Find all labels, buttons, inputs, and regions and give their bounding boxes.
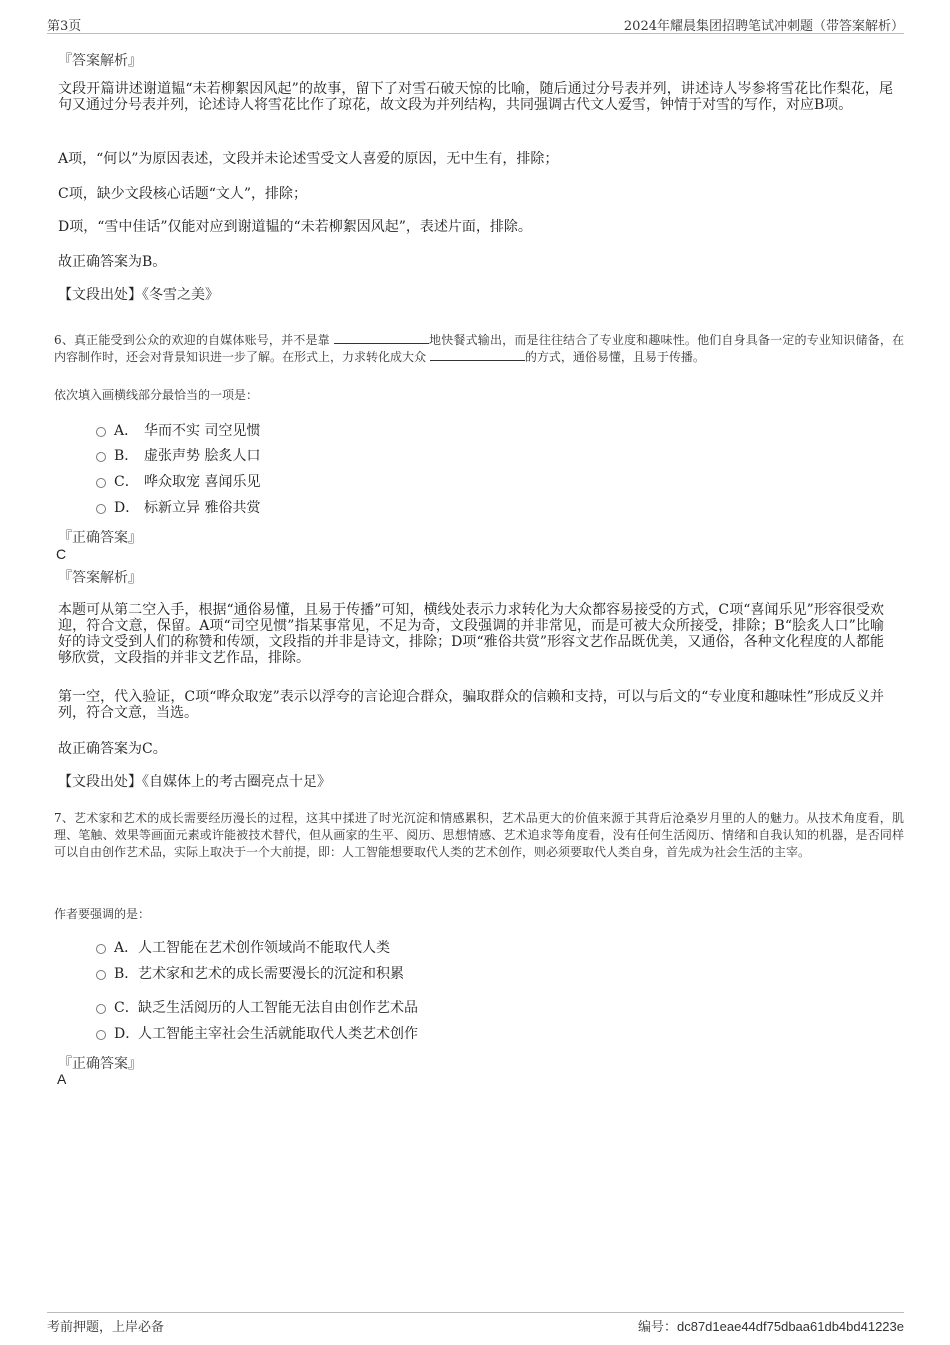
page-footer bbox=[47, 1312, 904, 1336]
code-value: dc87d1eae44df75dbaa61db4bd41223e bbox=[676, 1319, 904, 1334]
radio-button[interactable] bbox=[96, 452, 106, 462]
fill-blank bbox=[430, 350, 525, 361]
option-letter: C． bbox=[114, 1000, 139, 1016]
option-letter: A． bbox=[114, 423, 139, 439]
q6-stem bbox=[54, 332, 904, 366]
q6-answer-label: 『正确答案』 bbox=[58, 530, 142, 546]
q6-analysis-paragraph: 本题可从第二空入手，根据“通俗易懂，且易于传播”可知，横线处表示力求转化为大众都容易接受的方式，C项“喜闻乐见”形容很受欢迎，符合文意，保留。A项“司空见惯”指某事常见，不足为奇，文段强调的并非常见，而是可被大众所接受，排除；B“脍炙人口”比喻好的诗文受到人们的称赞和传颂，文段指的并非是诗文，排除；D项“雅俗共赏”形容文艺作品既优美，又通俗，各种文化程度的人都能够欣赏，文段指的并非文艺作品，排除。 bbox=[58, 602, 884, 666]
q5-analysis-paragraph: D项，“雪中佳话”仅能对应到谢道韫的“未若柳絮因风起”，表述片面，排除。 bbox=[58, 219, 532, 235]
radio-button[interactable] bbox=[96, 970, 106, 980]
radio-button[interactable] bbox=[96, 944, 106, 954]
q6-option-b[interactable] bbox=[96, 445, 260, 465]
q7-prompt: 作者要强调的是： bbox=[54, 907, 151, 921]
document-title: 2024年耀晨集团招聘笔试冲刺题（带答案解析） bbox=[623, 19, 904, 34]
q6-analysis-paragraph: 第一空，代入验证，C项“哗众取宠”表示以浮夸的言论迎合群众，骗取群众的信赖和支持，可以与后文的“专业度和趣味性”形成反义并列，符合文意，当选。 bbox=[58, 689, 884, 721]
option-letter: B． bbox=[114, 448, 139, 464]
option-letter: D． bbox=[114, 500, 140, 516]
q6-stem-part: 6、真正能受到公众的欢迎的自媒体账号，并不是靠 bbox=[54, 333, 334, 347]
q6-prompt: 依次填入画横线部分最恰当的一项是： bbox=[54, 388, 259, 402]
q7-answer-label: 『正确答案』 bbox=[58, 1056, 142, 1072]
option-text: 哗众取宠 喜闻乐见 bbox=[144, 474, 261, 490]
q5-analysis-paragraph: 文段开篇讲述谢道韫“未若柳絮因风起”的故事，留下了对雪石破天惊的比喻，随后通过分号表并列，讲述诗人岑参将雪花比作梨花，尾句又通过分号表并列，论述诗人将雪花比作了琼花，故文段为并列结构，共同强调古代文人爱雪，钟情于对雪的写作，对应B项。 bbox=[58, 81, 893, 113]
q6-source: 【文段出处】《自媒体上的考古圈亮点十足》 bbox=[58, 774, 331, 790]
footer-slogan: 考前押题，上岸必备 bbox=[47, 1320, 165, 1335]
radio-button[interactable] bbox=[96, 1030, 106, 1040]
q5-source: 【文段出处】《冬雪之美》 bbox=[58, 287, 219, 303]
q6-option-a[interactable] bbox=[96, 420, 260, 440]
option-text: 虚张声势 脍炙人口 bbox=[144, 448, 261, 464]
q5-analysis-paragraph: C项，缺少文段核心话题“文人”，排除； bbox=[58, 186, 308, 202]
q7-option-a[interactable] bbox=[96, 937, 390, 957]
q7-option-b[interactable] bbox=[96, 963, 404, 983]
option-text: 缺乏生活阅历的人工智能无法自由创作艺术品 bbox=[138, 1000, 418, 1016]
option-text: 人工智能在艺术创作领域尚不能取代人类 bbox=[138, 940, 390, 956]
option-text: 艺术家和艺术的成长需要漫长的沉淀和积累 bbox=[138, 966, 404, 982]
q7-option-d[interactable] bbox=[96, 1023, 418, 1043]
q5-analysis-label: 『答案解析』 bbox=[58, 53, 142, 69]
q7-stem: 7、艺术家和艺术的成长需要经历漫长的过程，这其中揉进了时光沉淀和情感累积，艺术品更大的价值来源于其背后沧桑岁月里的人的魅力。从技术角度看，肌理、笔触、效果等画面元素或许能被技术替代，但从画家的生平、阅历、思想情感、艺术追求等角度看，没有任何生活阅历、情绪和自我认知的机器，是否同样可以自由创作艺术品，实际上取决于一个大前提，即：人工智能想要取代人类的艺术创作，则必须要取代人类自身，首先成为社会生活的主宰。 bbox=[54, 811, 904, 859]
q6-option-c[interactable] bbox=[96, 471, 260, 491]
q7-answer: A bbox=[57, 1071, 67, 1087]
q5-analysis-paragraph: A项，“何以”为原因表述，文段并未论述雪受文人喜爱的原因，无中生有，排除； bbox=[58, 151, 559, 167]
fill-blank bbox=[334, 333, 429, 344]
option-text: 标新立异 雅俗共赏 bbox=[144, 500, 261, 516]
option-letter: A． bbox=[114, 940, 139, 956]
page-number: 第3页 bbox=[47, 19, 82, 34]
option-text: 人工智能主宰社会生活就能取代人类艺术创作 bbox=[138, 1026, 418, 1042]
q5-conclusion: 故正确答案为B。 bbox=[58, 254, 167, 270]
page-header bbox=[47, 14, 904, 34]
document-code bbox=[638, 1316, 904, 1335]
radio-button[interactable] bbox=[96, 1004, 106, 1014]
q6-conclusion: 故正确答案为C。 bbox=[58, 741, 167, 757]
q6-answer: C bbox=[56, 546, 67, 562]
q7-option-c[interactable] bbox=[96, 997, 418, 1017]
q6-stem-part: 的方式，通俗易懂，且易于传播。 bbox=[524, 350, 705, 364]
option-letter: B． bbox=[114, 966, 139, 982]
radio-button[interactable] bbox=[96, 504, 106, 514]
code-label: 编号： bbox=[637, 1320, 677, 1335]
q6-analysis-label: 『答案解析』 bbox=[58, 570, 142, 586]
q6-stem-part: 地快餐式输出，而是往往结合了专业度和趣味性。他们自身具备一定的专业知识储备，在内容制作时，还会对背景知识进一步了解。在形式上，力求转化成大众 bbox=[54, 333, 905, 364]
option-text: 华而不实 司空见惯 bbox=[144, 423, 261, 439]
radio-button[interactable] bbox=[96, 478, 106, 488]
option-letter: D． bbox=[114, 1026, 140, 1042]
option-letter: C． bbox=[114, 474, 139, 490]
radio-button[interactable] bbox=[96, 427, 106, 437]
q6-option-d[interactable] bbox=[96, 497, 260, 517]
